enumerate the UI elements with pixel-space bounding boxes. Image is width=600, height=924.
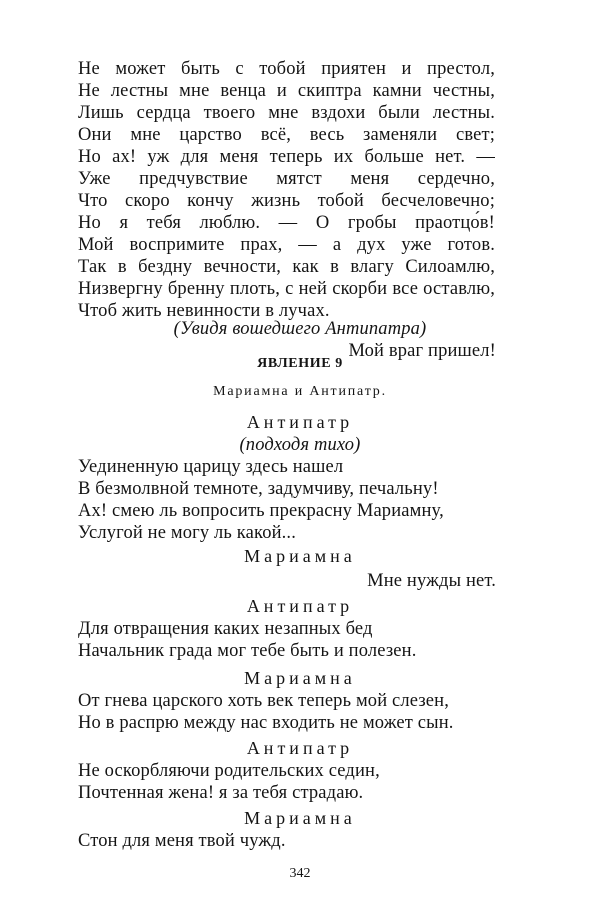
cast-list: Мариамна и Антипатр. bbox=[213, 384, 387, 399]
speaker-name: Антипатр bbox=[246, 738, 354, 758]
verse-line: Но я тебя люблю. — О гробы праотцо́в! bbox=[78, 213, 495, 233]
closing-line: Мой враг пришел! bbox=[348, 341, 496, 361]
dialogue-line: От гнева царского хоть век теперь мой слезен, bbox=[78, 691, 449, 711]
dialogue-line: Для отвращения каких незапных бед bbox=[78, 619, 373, 639]
dialogue-line: Не оскорбляючи родительских седин, bbox=[78, 761, 380, 781]
dialogue-line: В безмолвной темноте, задумчиву, печальну! bbox=[78, 479, 439, 499]
dialogue-line: Уединенную царицу здесь нашел bbox=[78, 457, 344, 477]
dialogue-line: Но в распрю между нас входить не может сын. bbox=[78, 713, 454, 733]
stage-direction: (Увидя вошедшего Антипатра) bbox=[173, 319, 427, 339]
speaker-name: Антипатр bbox=[246, 412, 354, 432]
verse-line: Что скоро кончу жизнь тобой бесчеловечно; bbox=[78, 191, 495, 211]
dialogue-line: Услугой не могу ль какой... bbox=[78, 523, 296, 543]
dialogue-line: Ах! смею ль вопросить прекрасну Мариамну, bbox=[78, 501, 444, 521]
dialogue-line: Стон для меня твой чужд. bbox=[78, 831, 286, 851]
dialogue-line: Мне нужды нет. bbox=[367, 571, 496, 591]
verse-line: Так в бездну вечности, как в влагу Силоамлю, bbox=[78, 257, 495, 277]
verse-line: Мой воспримите прах, — а дух уже готов. bbox=[78, 235, 495, 255]
stage-direction: (подходя тихо) bbox=[239, 435, 361, 455]
speaker-name: Мариамна bbox=[244, 546, 356, 566]
scene-heading: ЯВЛЕНИЕ 9 bbox=[257, 356, 343, 371]
verse-line: Не может быть с тобой приятен и престол, bbox=[78, 59, 495, 79]
dialogue-line: Начальник града мог тебе быть и полезен. bbox=[78, 641, 417, 661]
verse-line: Низвергну бренну плоть, с ней скорби все оставлю, bbox=[78, 279, 495, 299]
verse-line: Лишь сердца твоего мне вздохи были лестны. bbox=[78, 103, 495, 123]
verse-line: Но ах! уж для меня теперь их больше нет. — bbox=[78, 147, 495, 167]
verse-line: Они мне царство всё, весь заменяли свет; bbox=[78, 125, 495, 145]
dialogue-line: Почтенная жена! я за тебя страдаю. bbox=[78, 783, 364, 803]
speaker-name: Мариамна bbox=[244, 668, 356, 688]
verse-line: Чтоб жить невинности в лучах. bbox=[78, 301, 330, 321]
speaker-name: Мариамна bbox=[244, 808, 356, 828]
verse-line: Не лестны мне венца и скиптра камни честны, bbox=[78, 81, 495, 101]
speaker-name: Антипатр bbox=[246, 596, 354, 616]
page-number: 342 bbox=[289, 866, 311, 881]
verse-line: Уже предчувствие мятст меня сердечно, bbox=[78, 169, 495, 189]
